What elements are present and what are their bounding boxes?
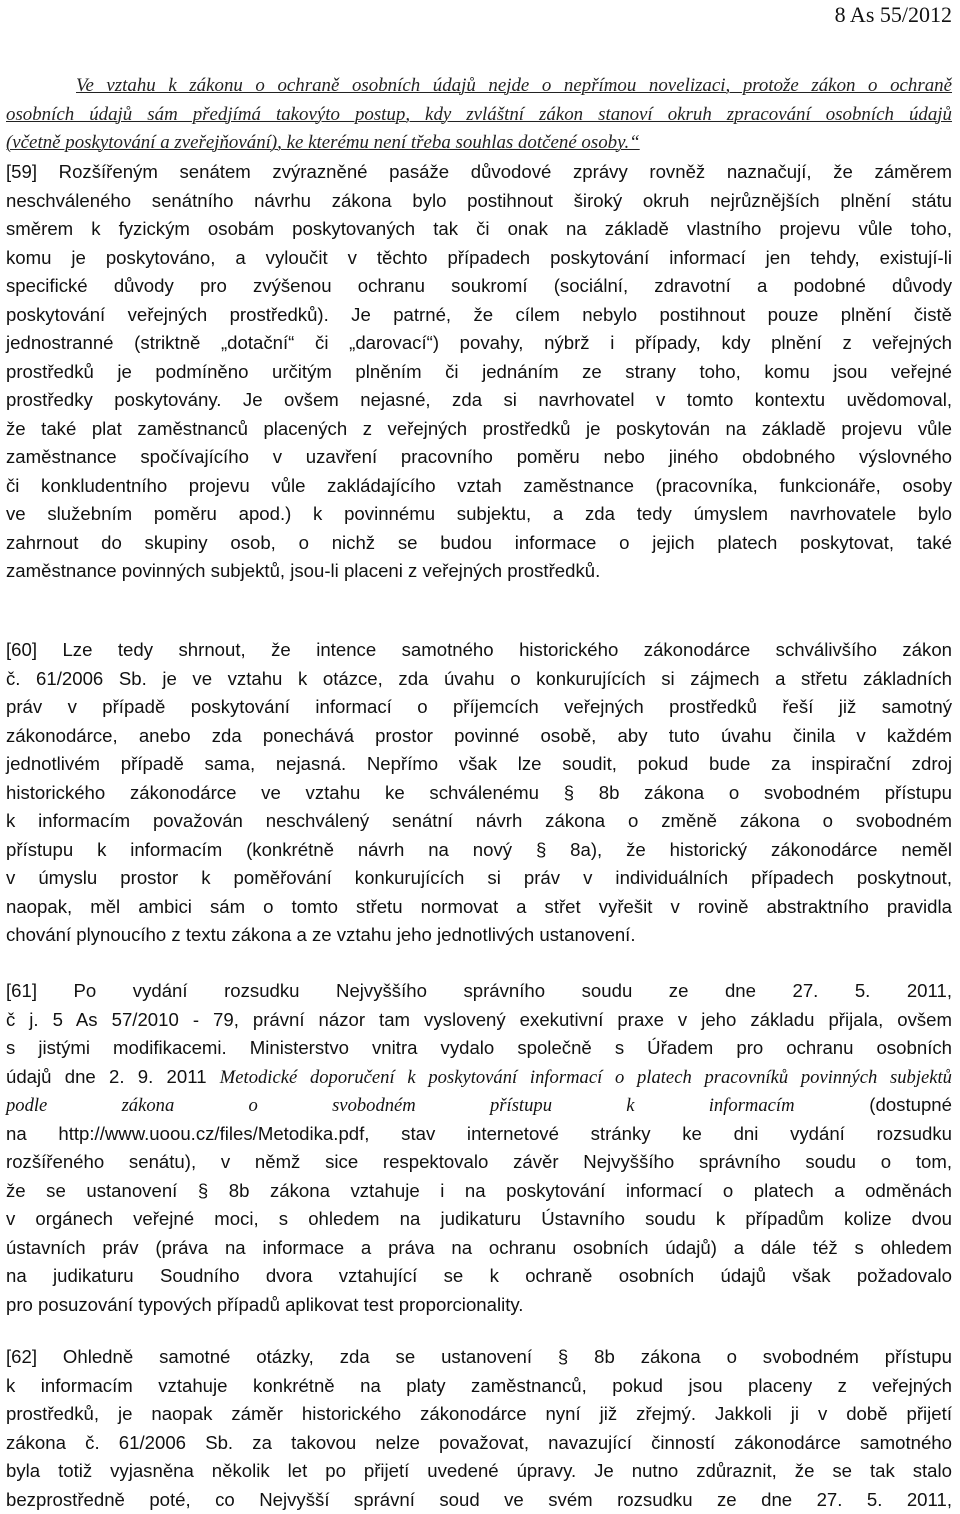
paragraph-line: rozšířeného senátu), v němž sice respektovalo závěr Nejvyššího správního soudu o tom, (6, 1151, 952, 1172)
paragraph-line: naopak, měl ambici sám o tomto střetu normovat a střet vyřešit v rovině abstraktního pravidla (6, 895, 952, 917)
paragraph-60 (6, 636, 952, 950)
paragraph-59 (6, 158, 952, 586)
paragraph-line: komu je poskytováno, a vyloučit v těchto případech poskytování informací jen tehdy, existují-li (6, 246, 952, 268)
paragraph-line: v úmyslu prostor k poměřování konkurujících si práv v individuálních případech poskytnout, (6, 867, 952, 888)
paragraph-line: č. 61/2006 Sb. je ve vztahu k otázce, zda úvahu o konkurujících si zájmech a střetu základních (6, 667, 952, 689)
paragraph-line: k informacím považován neschválený senátní návrh zákona o změně zákona o svobodném (6, 810, 952, 831)
methodology-title: Metodické doporučení k poskytování informací o platech pracovníků povinných subjektů (219, 1066, 952, 1088)
paragraph-line: směrem k fyzickým osobám poskytovaných tak či onak na základě vlastního projevu vůle toho, (6, 218, 952, 239)
paragraph-line: přístupu k informacím (konkrétně návrh na nový § 8a), že historický zákonodárce neměl (6, 838, 952, 860)
date-text: údajů dne 2. 9. 2011 (6, 1065, 220, 1087)
paragraph-line: ústavních práv (práva na informace a práva na ochranu osobních údajů) a dále též s ohledem (6, 1236, 952, 1258)
paragraph-61 (6, 977, 952, 1319)
paragraph-line: historického zákonodárce ve vztahu ke schválenému § 8b zákona o svobodném přístupu (6, 781, 952, 803)
paragraph-line: ve služebním poměru apod.) k povinnému subjektu, a zda tedy úmyslem navrhovatele bylo (6, 503, 952, 524)
paragraph-line: zákona č. 61/2006 Sb. za takovou nelze považovat, navazující činností zákonodárce samotného (6, 1431, 952, 1453)
paragraph-line: prostředků je podmíněno určitým plněním či jednáním ze strany toho, komu jsou veřejné (6, 360, 952, 382)
paragraph-line: zahrnout do skupiny osob, o nichž se budou informace o jejich platech poskytovat, také (6, 531, 952, 553)
quote-line: osobních údajů sám předjímá takovýto postup, kdy zvláštní zákon stanoví okruh zpracování osobních údajů (6, 103, 952, 125)
paragraph-line: práv v případě poskytování informací o příjemcích veřejných prostředků řeší již samotný (6, 696, 952, 717)
paragraph-line: s jistými modifikacemi. Ministerstvo vnitra vydalo společně s Úřadem pro ochranu osobních (6, 1037, 952, 1058)
paragraph-line: jednostranné (striktně „dotační“ či „darovací“) povahy, nýbrž i případy, kdy plnění z veřejných (6, 332, 952, 353)
paragraph-line: neschváleného senátního návrhu zákona bylo postihnout široký okruh nejrůznějších plnění státu (6, 189, 952, 211)
paragraph-line: [59] Rozšířeným senátem zvýrazněné pasáže důvodové zprávy rovněž naznačují, že záměrem (6, 161, 952, 182)
paragraph-line: bezprostředně poté, co Nejvyšší správní soud ve svém rozsudku ze dne 27. 5. 2011, (6, 1488, 952, 1510)
paragraph-line: jednotlivém případě sama, nejasná. Nepřímo však lze soudit, pokud bude za inspirační zdroj (6, 753, 952, 774)
quote-line: (včetně poskytování a zveřejňování), ke kterému není třeba souhlas dotčené osoby.“ (6, 132, 640, 153)
quoted-passage (6, 72, 952, 158)
available-text: (dostupné (794, 1094, 952, 1115)
paragraph-line: zákonodárce, anebo zda ponechává prostor povinné osobě, aby tuto úvahu činila v každém (6, 724, 952, 746)
paragraph-line: prostředků, je naopak záměr historického zákonodárce nyní již zřejmý. Jakkoli ji v době přijetí (6, 1403, 952, 1424)
paragraph-line: na http://www.uoou.cz/files/Metodika.pdf, stav internetové stránky ke dni vydání rozsudku (6, 1122, 952, 1144)
paragraph-line (6, 1091, 952, 1120)
paragraph-line: či konkludentního projevu vůle zakládajícího vztah zaměstnance (pracovníka, funkcionáře, osoby (6, 474, 952, 496)
paragraph-line: pro posuzování typových případů aplikovat test proporcionality. (6, 1293, 524, 1315)
paragraph-line (6, 1063, 952, 1092)
paragraph-62 (6, 1343, 952, 1514)
paragraph-line: že také plat zaměstnanců placených z veřejných prostředků je poskytován na základě projevu vůle (6, 417, 952, 439)
paragraph-line: [62] Ohledně samotné otázky, zda se ustanovení § 8b zákona o svobodném přístupu (6, 1346, 952, 1367)
paragraph-line: byla totiž vyjasněna několik let po přijetí uvedené úpravy. Je nutno zdůraznit, že se tak stalo (6, 1460, 952, 1481)
paragraph-line: zaměstnance povinných subjektů, jsou-li placeni z veřejných prostředků. (6, 560, 601, 581)
paragraph-line: poskytování veřejných prostředků). Je patrné, že cílem nebylo postihnout pouze plnění čistě (6, 303, 952, 325)
paragraph-line: k informacím vztahuje konkrétně na platy zaměstnanců, pokud jsou placeny z veřejných (6, 1374, 952, 1396)
paragraph-line: specifické důvody pro zvýšenou ochranu soukromí (sociální, zdravotní a podobné důvody (6, 275, 952, 296)
paragraph-line: [61] Po vydání rozsudku Nejvyššího správního soudu ze dne 27. 5. 2011, (6, 980, 952, 1001)
paragraph-line: prostředky poskytovány. Je ovšem nejasné, zda si navrhovatel v tomto kontextu uvědomoval, (6, 389, 952, 410)
quote-line: Ve vztahu k zákonu o ochraně osobních údajů nejde o nepřímou novelizaci, protože zákon o ochraně (76, 75, 952, 96)
paragraph-line: [60] Lze tedy shrnout, že intence samotného historického zákonodárce schválivšího zákon (6, 639, 952, 660)
paragraph-line: v orgánech veřejné moci, s ohledem na judikaturu Ústavního soudu k případům kolize dvou (6, 1208, 952, 1229)
paragraph-line: na judikaturu Soudního dvora vztahující se k ochraně osobních údajů však požadovalo (6, 1265, 952, 1286)
paragraph-line: č j. 5 As 57/2010 - 79, právní názor tam vyslovený exekutivní praxe v jeho základu přijala, ovšem (6, 1008, 952, 1030)
paragraph-line: chování plynoucího z textu zákona a ze vztahu jeho jednotlivých ustanovení. (6, 924, 636, 945)
document-reference: 8 As 55/2012 (834, 2, 952, 27)
paragraph-line: že se ustanovení § 8b zákona vztahuje i na poskytování informací o platech a odměnách (6, 1179, 952, 1201)
methodology-title-cont: podle zákona o svobodném přístupu k informacím (6, 1095, 795, 1116)
paragraph-line: zaměstnance spočívajícího v uzavření pracovního poměru nebo jiného obdobného výslovného (6, 446, 952, 467)
